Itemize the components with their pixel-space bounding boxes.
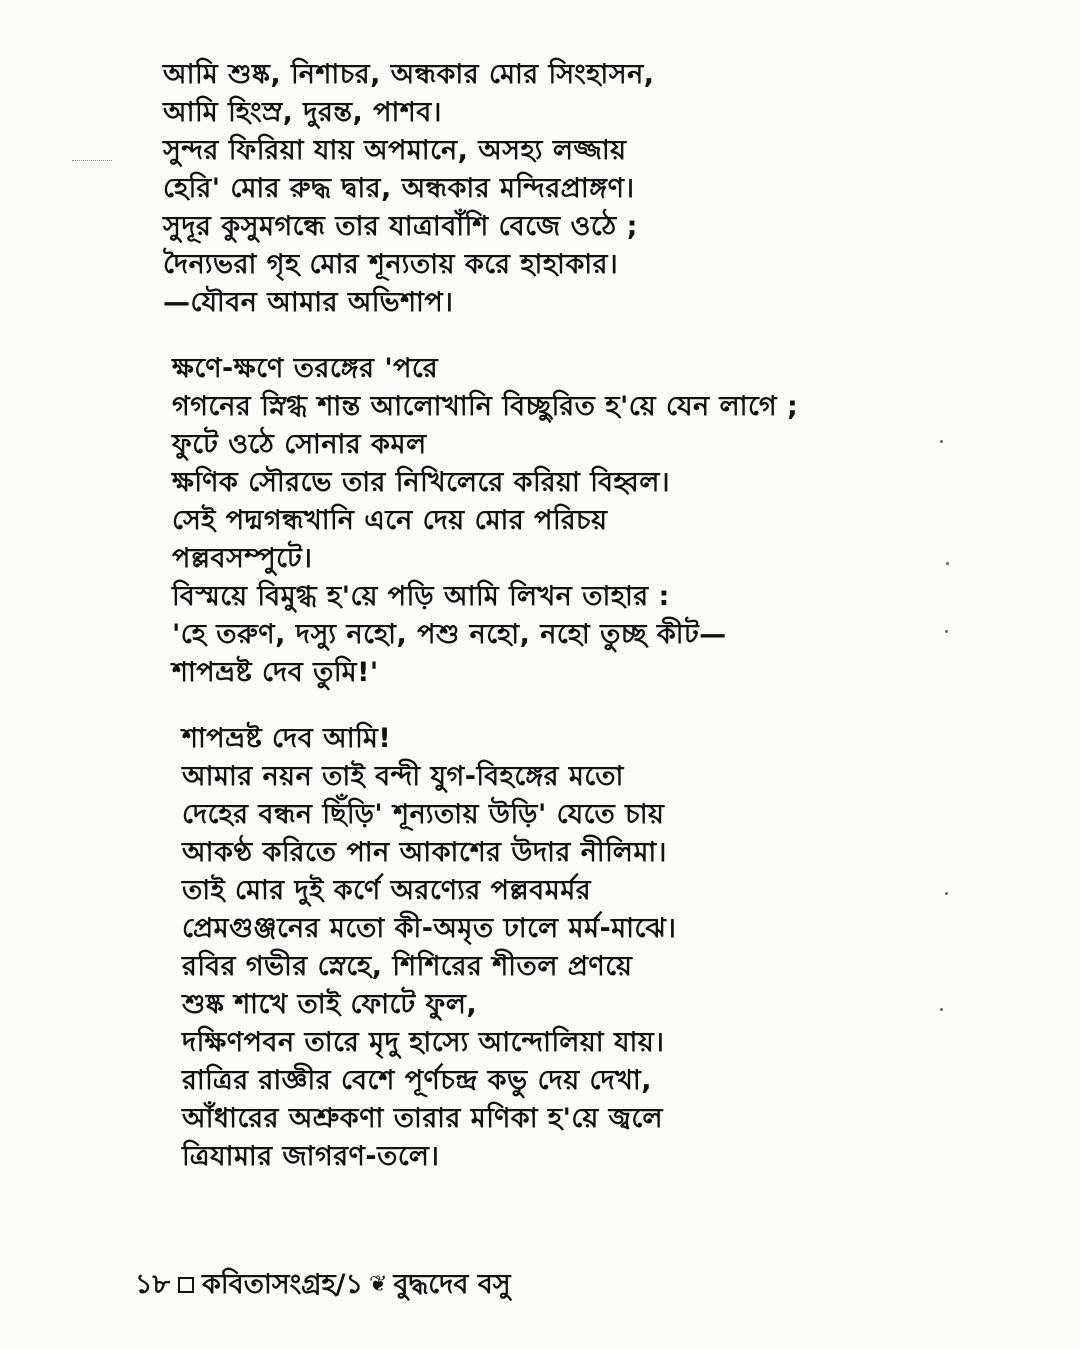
poem-line: রাত্রির রাজ্ঞীর বেশে পূর্ণচন্দ্র কভু দেয় দেখা,: [182, 1065, 652, 1096]
poem-line: ত্রিযামার জাগরণ-তলে।: [182, 1141, 440, 1172]
fleuron-icon: ❦: [369, 1272, 388, 1297]
poem-line: ক্ষণে-ক্ষণে তরঙ্গের 'পরে: [172, 353, 439, 384]
square-bullet-icon: [178, 1277, 194, 1293]
page-number: ১৮: [135, 1269, 171, 1300]
poem-line: আমি শুষ্ক, নিশাচর, অন্ধকার মোর সিংহাসন,: [163, 59, 655, 90]
poem-line: 'হে তরুণ, দস্যু নহো, পশু নহো, নহো তুচ্ছ কীট—: [172, 619, 727, 650]
poem-line: —যৌবন আমার অভিশাপ।: [163, 287, 454, 318]
poem-line: শাপভ্রষ্ট দেব আমি!: [182, 723, 392, 754]
poem-line: ক্ষণিক সৌরভে তার নিখিলেরে করিয়া বিহ্বল।: [172, 467, 670, 498]
poem-line: আকণ্ঠ করিতে পান আকাশের উদার নীলিমা।: [182, 837, 667, 868]
poem-line: আঁধারের অশ্রুকণা তারার মণিকা হ'য়ে জ্বলে: [182, 1103, 664, 1134]
poem-line: সেই পদ্মগন্ধখানি এনে দেয় মোর পরিচয়: [172, 505, 608, 536]
poem-line: পল্লবসম্পুটে।: [172, 543, 313, 574]
scan-speck: [946, 562, 949, 565]
poem-line: আমার নয়ন তাই বন্দী যুগ-বিহঙ্গের মতো: [182, 761, 624, 792]
poem-line: সুদূর কুসুমগন্ধে তার যাত্রাবাঁশি বেজে ওঠে ;: [163, 211, 638, 242]
author-name: বুদ্ধদেব বসু: [393, 1269, 511, 1300]
poem-line: গগনের স্নিগ্ধ শান্ত আলোখানি বিচ্ছুরিত হ'য়ে যেন লাগে ;: [172, 391, 799, 422]
scan-speck: [940, 1008, 943, 1011]
page-footer: [135, 1268, 511, 1302]
poem-line: দেহের বন্ধন ছিঁড়ি' শূন্যতায় উড়ি' যেতে চায়: [182, 799, 665, 830]
poem-line: আমি হিংস্র, দুরন্ত, পাশব।: [163, 97, 442, 128]
poem-line: তাই মোর দুই কর্ণে অরণ্যের পল্লবমর্মর: [182, 875, 592, 906]
poem-line: রবির গভীর স্নেহে, শিশিরের শীতল প্রণয়ে: [182, 951, 633, 982]
poem-line: বিস্ময়ে বিমুগ্ধ হ'য়ে পড়ি আমি লিখন তাহার :: [172, 581, 670, 612]
poem-line: দক্ষিণপবন তারে মৃদু হাস্যে আন্দোলিয়া যায়।: [182, 1027, 665, 1058]
scan-speck: [945, 630, 948, 633]
poem-line: শুষ্ক শাখে তাই ফোটে ফুল,: [182, 989, 478, 1020]
margin-mark: [72, 160, 112, 161]
scan-speck: [940, 440, 943, 443]
poem-line: দৈন্যভরা গৃহ মোর শূন্যতায় করে হাহাকার।: [163, 249, 619, 280]
scan-speck: [945, 892, 948, 895]
poem-line: শাপভ্রষ্ট দেব তুমি!': [172, 657, 379, 688]
poem-line: ফুটে ওঠে সোনার কমল: [172, 429, 427, 460]
book-title: কবিতাসংগ্রহ/১: [202, 1269, 364, 1300]
poem-line: হেরি' মোর রুদ্ধ দ্বার, অন্ধকার মন্দিরপ্রাঙ্গণ।: [163, 173, 635, 204]
poem-line: সুন্দর ফিরিয়া যায় অপমানে, অসহ্য লজ্জায়: [163, 135, 627, 166]
poem-line: প্রেমগুঞ্জনের মতো কী-অমৃত ঢালে মর্ম-মাঝে।: [182, 913, 677, 944]
